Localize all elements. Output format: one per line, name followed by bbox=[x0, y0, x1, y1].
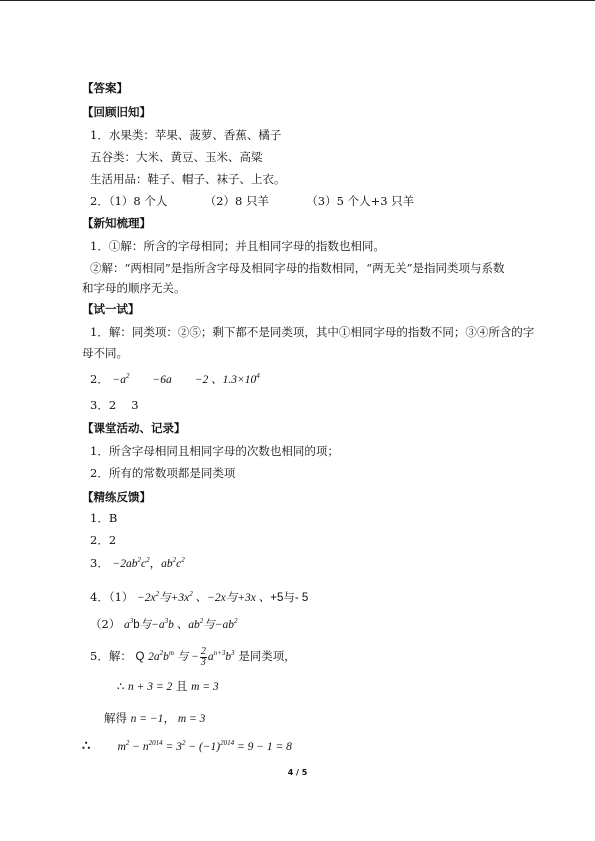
practice-q4-1: 4．$(1) -2x^2$与$+3x^2$ 、−2x与+3x 、+5与- 5 bbox=[90, 590, 309, 604]
newknow-line-3: 和字母的顺序无关。 bbox=[82, 281, 186, 295]
math-expression: $-2ab^2c^2$ bbox=[112, 556, 150, 570]
practice-q5-solve: 解得 n = −1， m = 3 bbox=[104, 711, 206, 725]
practice-q5: 5．解： Q $2a^2b^m$ 与 − $\frac{2}{3}$ $a^{n+3}b^3$ 是同类项， bbox=[90, 646, 296, 668]
practice-q5-result bbox=[82, 738, 292, 755]
section-review: 【回顾旧知】 bbox=[82, 105, 151, 119]
math-expression: $2a^2b^m$ 与 − $\frac{2}{3}$ $a^{n+3}b^3$ bbox=[148, 646, 235, 668]
math-expression: $-a^2$ −6a −2 、$1.3\times 10^4$ bbox=[112, 372, 260, 386]
section-answer: 【答案】 bbox=[82, 81, 128, 95]
page-number: 4 / 5 bbox=[287, 768, 308, 777]
try-q2: 2． $-a^2$ −6a −2 、$1.3\times 10^4$ bbox=[90, 372, 260, 386]
review-line-4 bbox=[90, 193, 414, 209]
practice-q3: 3． $-2ab^2c^2$，$ab^2c^2$ bbox=[90, 556, 185, 570]
section-try: 【试一试】 bbox=[82, 302, 140, 316]
math-expression: $-2x^2$与$+3x^2$ 、−2x与+3x 、 bbox=[137, 590, 271, 604]
math-expression: $m^2 - n^{2014} = 3^2 - (-1)^{2014} = 9 - 1 = 8$ bbox=[117, 739, 292, 753]
practice-q2: 2．2 bbox=[90, 533, 117, 547]
review-line-1: 1．水果类：苹果、菠萝、香蕉、橘子 bbox=[90, 128, 282, 142]
review-item-c: （3）5 个人+3 只羊 bbox=[306, 194, 415, 208]
therefore-symbol: ∴ bbox=[117, 679, 128, 693]
because-symbol: Q bbox=[135, 651, 145, 664]
section-class: 【课堂活动、记录】 bbox=[82, 421, 186, 435]
try-q3: 3．2 3 bbox=[90, 398, 139, 412]
class-line-2: 2．所有的常数项都是同类项 bbox=[90, 466, 236, 480]
section-newknow: 【新知梳理】 bbox=[82, 216, 151, 230]
math-expression: $a^3b$与$-a^3b$ 、$ab^2$与$-ab^2$ bbox=[123, 617, 238, 631]
try-line-1: 1．解：同类项：②⑤；剩下都不是同类项，其中①相同字母的指数不同；③④所含的字 bbox=[90, 325, 535, 339]
review-line-3: 生活用品：鞋子、帽子、袜子、上衣。 bbox=[90, 172, 286, 186]
practice-q5-cond: ∴ n + 3 = 2 且 m = 3 bbox=[117, 679, 219, 693]
try-line-2: 母不同。 bbox=[82, 346, 128, 360]
practice-q4-2: （2） $a^3b$与$-a^3b$ 、$ab^2$与$-ab^2$ bbox=[90, 617, 238, 631]
review-item-b: （2）8 只羊 bbox=[204, 194, 269, 208]
top-rule bbox=[0, 0, 595, 1]
review-line-2: 五谷类：大米、黄豆、玉米、高粱 bbox=[90, 150, 263, 164]
class-line-1: 1．所含字母相同且相同字母的次数也相同的项； bbox=[90, 444, 339, 458]
therefore-symbol: ∴ bbox=[82, 739, 91, 754]
practice-q1: 1．B bbox=[90, 511, 118, 525]
newknow-line-1: 1．①解：所含的字母相同；并且相同字母的指数也相同。 bbox=[90, 239, 385, 253]
newknow-line-2: ②解：“两相同”是指所含字母及相同字母的指数相同，“两无关”是指同类项与系数 bbox=[90, 261, 505, 275]
review-item-a: 2．（1）8 个人 bbox=[90, 194, 168, 208]
section-practice: 【精练反馈】 bbox=[82, 490, 151, 504]
